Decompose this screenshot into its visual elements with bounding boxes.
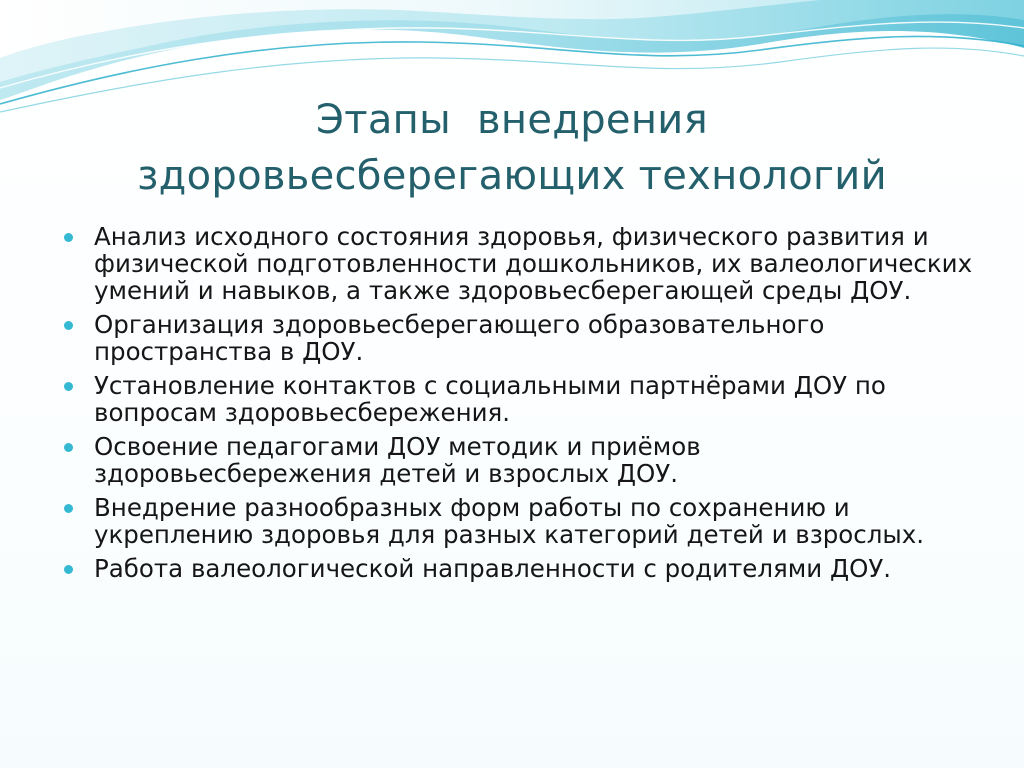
bullet-text: Организация здоровьесберегающего образовательного пространства в ДОУ. (94, 310, 825, 366)
bullet-dot-icon (64, 382, 73, 391)
bullet-text: Анализ исходного состояния здоровья, физического развития и физической подготовленности дошкольников, их валеологических умений и навыков, а также здоровьесберегающей среды ДОУ. (94, 222, 973, 305)
slide-title-line-2: здоровьесберегающих технологий (137, 153, 887, 199)
bullet-dot-icon (64, 321, 73, 330)
bullet-text: Внедрение разнообразных форм работы по сохранению и укреплению здоровья для разных категорий детей и взрослых. (94, 493, 925, 549)
slide-title-line-1: Этапы внедрения (316, 97, 708, 143)
bullet-item (60, 494, 980, 548)
bullet-dot-icon (64, 565, 73, 574)
bullet-item (60, 555, 980, 582)
bullet-item (60, 433, 980, 487)
bullet-item (60, 223, 980, 304)
bullet-list (60, 223, 980, 589)
bullet-item (60, 311, 980, 365)
bullet-text: Установление контактов с социальными партнёрами ДОУ по вопросам здоровьесбережения. (94, 371, 886, 427)
slide-title (40, 92, 984, 204)
bullet-text: Работа валеологической направленности с родителями ДОУ. (94, 554, 892, 583)
bullet-text: Освоение педагогами ДОУ методик и приёмов здоровьесбережения детей и взрослых ДОУ. (94, 432, 701, 488)
bullet-item (60, 372, 980, 426)
bullet-dot-icon (64, 443, 73, 452)
bullet-dot-icon (64, 504, 73, 513)
bullet-dot-icon (64, 233, 73, 242)
